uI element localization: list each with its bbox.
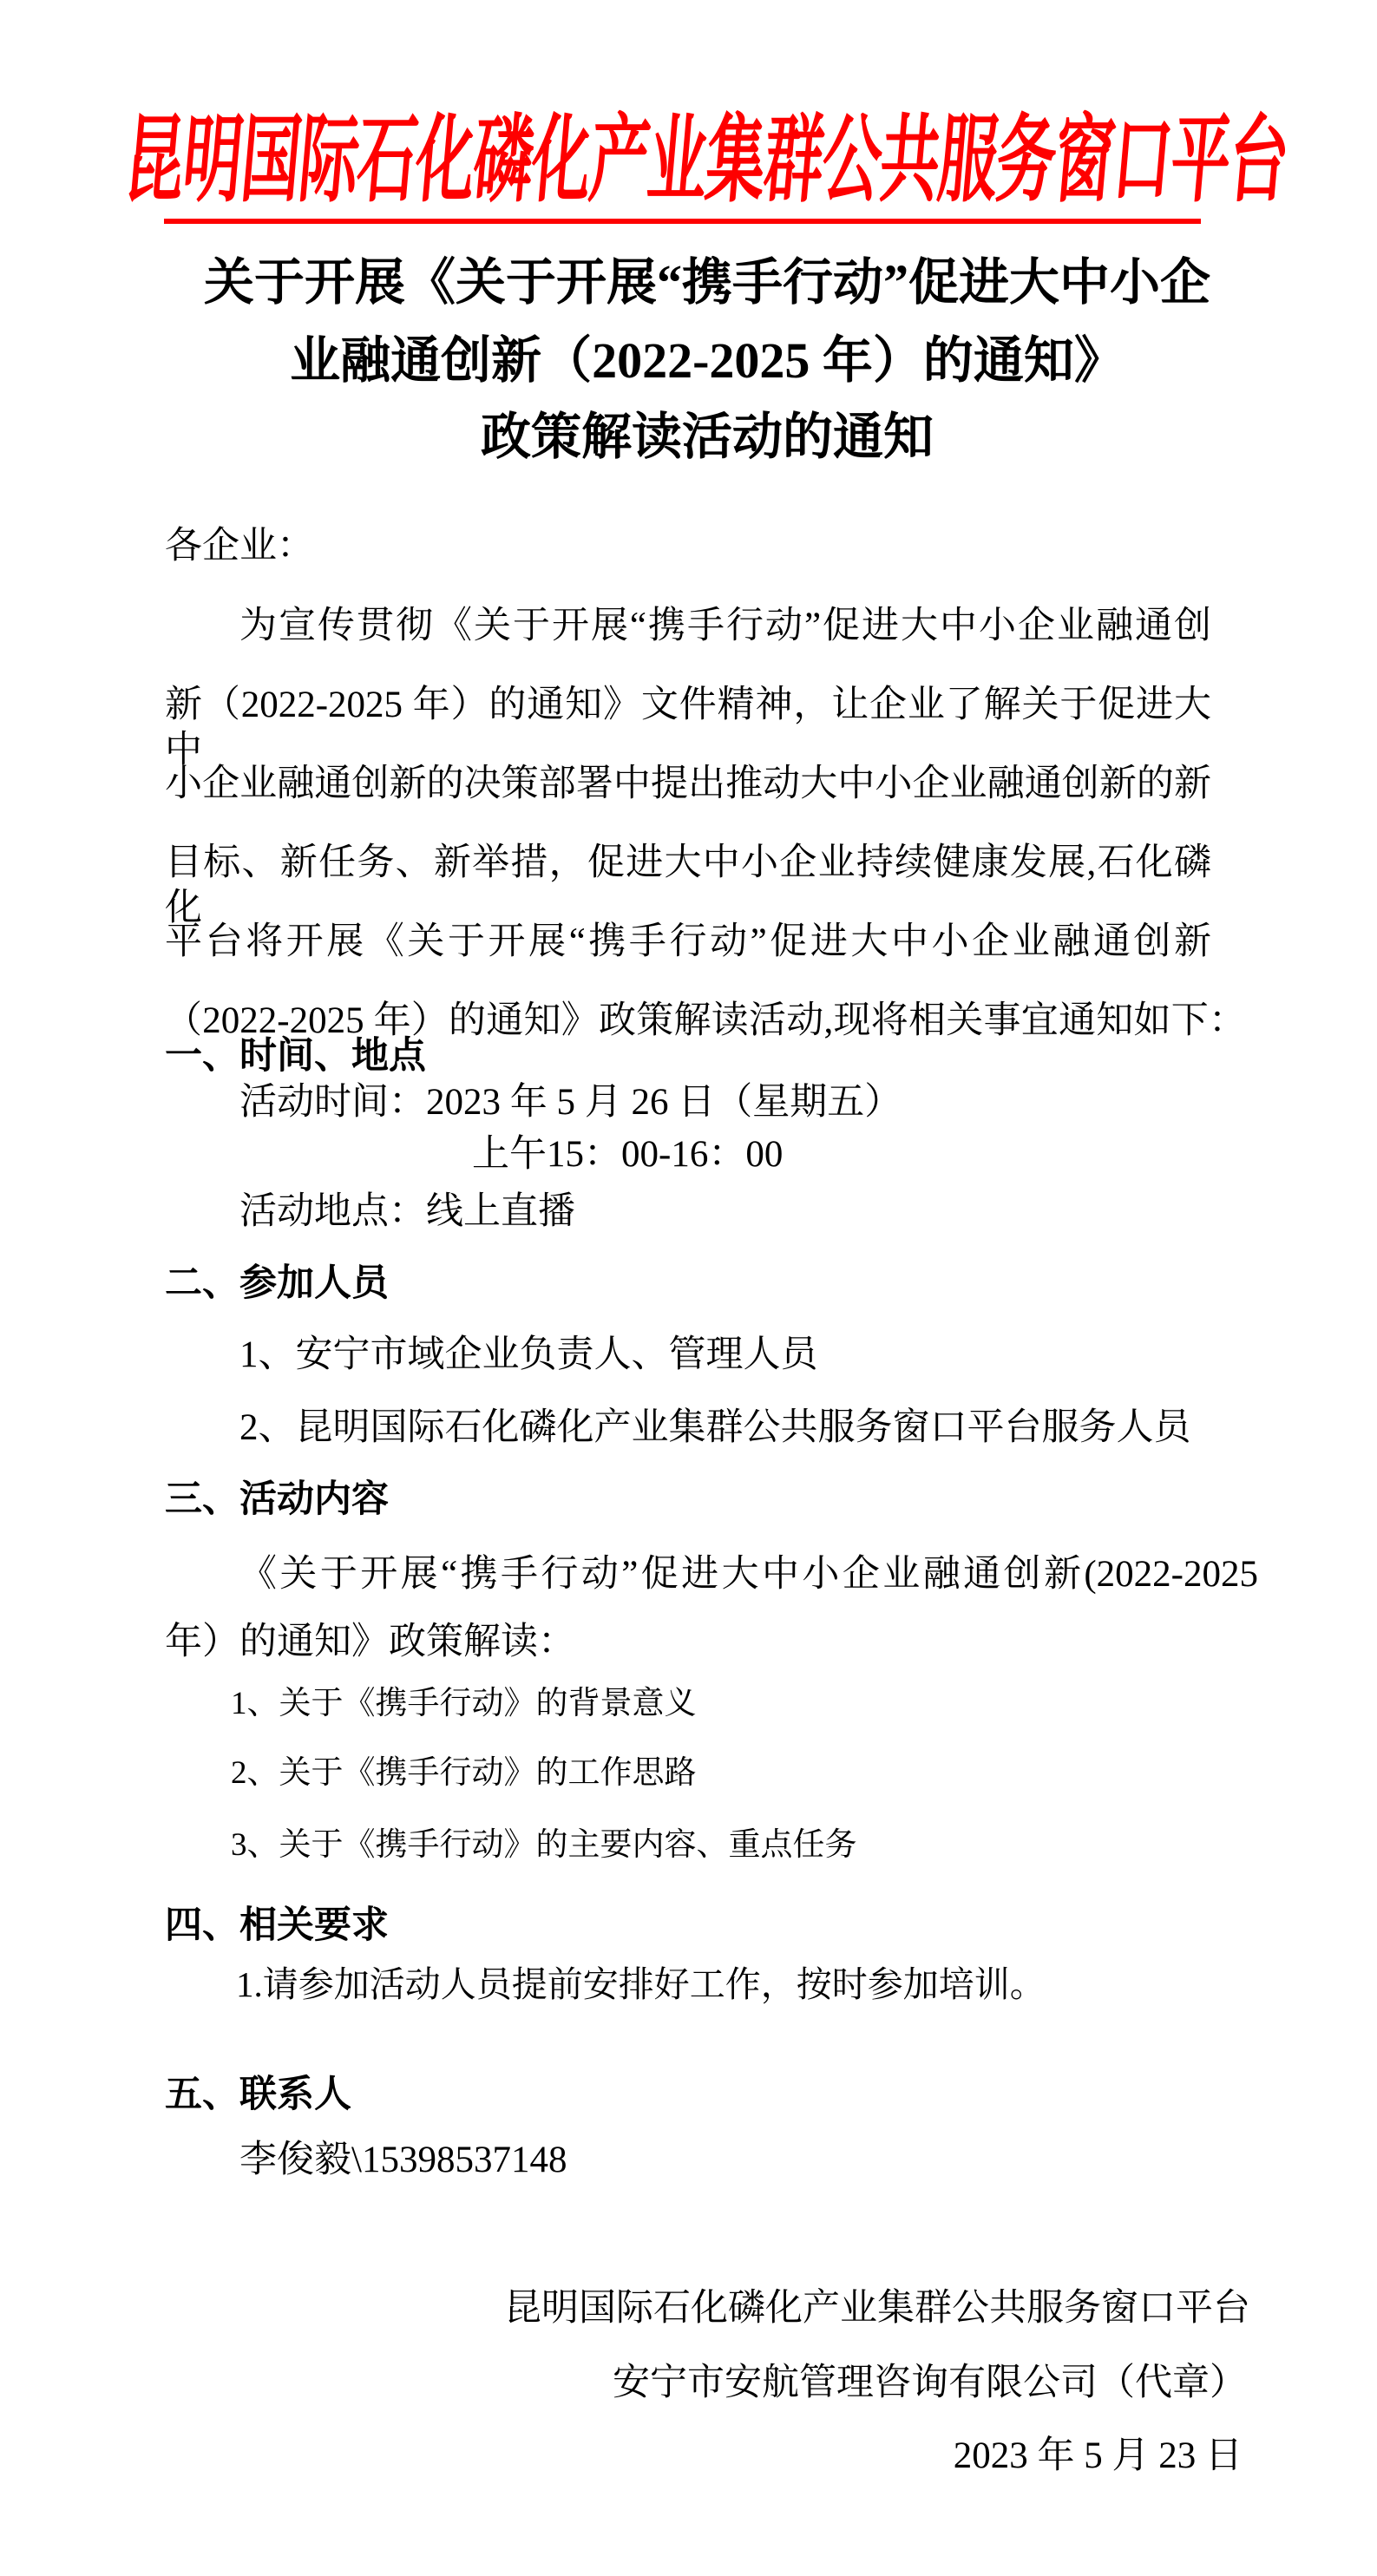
- intro-line-1: 为宣传贯彻《关于开展“携手行动”促进大中小企业融通创: [239, 606, 1211, 646]
- contact-person: 李俊毅\15398537148: [239, 2140, 567, 2180]
- participants-item-1: 1、安宁市域企业负责人、管理人员: [239, 1334, 818, 1375]
- signature-org-2: 安宁市安航管理咨询有限公司（代章）: [613, 2363, 1247, 2403]
- document-title-line-1: 关于开展《关于开展“携手行动”促进大中小企: [203, 254, 1210, 311]
- letterhead-title: 昆明国际石化磷化产业集群公共服务窗口平台: [121, 108, 1293, 213]
- document-title-line-2: 业融通创新（2022-2025 年）的通知》: [290, 332, 1125, 389]
- intro-line-3: 小企业融通创新的决策部署中提出推动大中小企业融通创新的新: [165, 764, 1211, 804]
- content-intro-line-1: 《关于开展“携手行动”促进大中小企业融通创新(2022-2025: [239, 1554, 1258, 1595]
- section-content-heading: 三、活动内容: [165, 1479, 389, 1520]
- content-item-3: 3、关于《携手行动》的主要内容、重点任务: [231, 1827, 857, 1863]
- salutation: 各企业：: [165, 526, 314, 567]
- requirements-item-1: 1.请参加活动人员提前安排好工作，按时参加培训。: [236, 1964, 1046, 2004]
- content-item-2: 2、关于《携手行动》的工作思路: [231, 1755, 697, 1791]
- intro-line-5: 平台将开展《关于开展“携手行动”促进大中小企业融通创新: [165, 921, 1211, 962]
- section-participants-heading: 二、参加人员: [165, 1263, 389, 1304]
- signature-date: 2023 年 5 月 23 日: [953, 2435, 1243, 2476]
- letterhead-divider-rule: [164, 219, 1201, 224]
- intro-line-6: （2022-2025 年）的通知》政策解读活动,现将相关事宜通知如下：: [165, 1000, 1246, 1041]
- intro-line-2: 新（2022-2025 年）的通知》文件精神，让企业了解关于促进大中: [165, 685, 1211, 770]
- content-intro-line-2: 年）的通知》政策解读：: [165, 1622, 575, 1662]
- content-item-1: 1、关于《携手行动》的背景意义: [231, 1686, 697, 1721]
- letterhead: [121, 87, 1293, 217]
- section-time-heading: 一、时间、地点: [165, 1036, 426, 1077]
- intro-line-4: 目标、新任务、新举措，促进大中小企业持续健康发展,石化磷化: [165, 842, 1211, 928]
- section-contact-heading: 五、联系人: [165, 2075, 351, 2115]
- activity-time-range: 上午15：00-16：00: [472, 1134, 784, 1175]
- participants-item-2: 2、昆明国际石化磷化产业集群公共服务窗口平台服务人员: [239, 1407, 1191, 1448]
- section-requirements-heading: 四、相关要求: [165, 1905, 389, 1946]
- signature-org-1: 昆明国际石化磷化产业集群公共服务窗口平台: [504, 2288, 1250, 2329]
- document-title-line-3: 政策解读活动的通知: [480, 409, 934, 465]
- activity-place: 活动地点：线上直播: [239, 1191, 575, 1232]
- activity-time: 活动时间：2023 年 5 月 26 日（星期五）: [239, 1082, 902, 1123]
